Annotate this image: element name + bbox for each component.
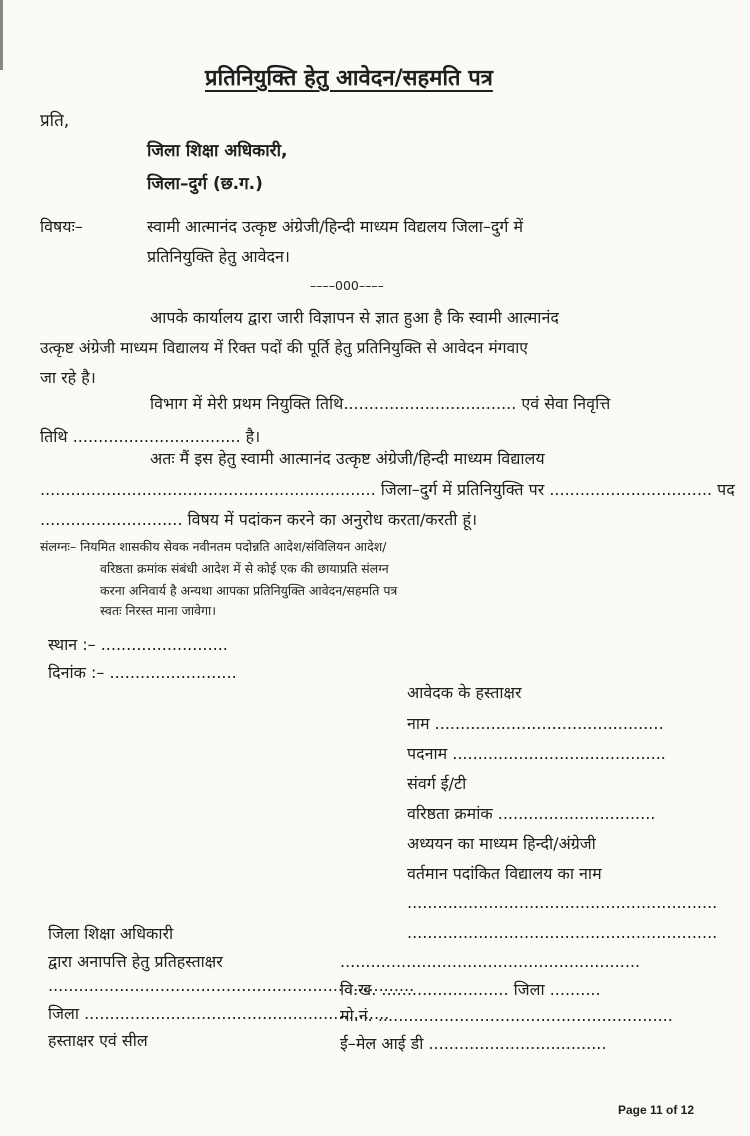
document-title: प्रतिनियुक्ति हेतु आवेदन/सहमति पत्र <box>205 66 493 91</box>
paragraph-3-line-1: अतः मैं इस हेतु स्वामी आत्मानंद उत्कृष्ट अंग्रेजी/हिन्दी माध्यम विद्यालय <box>150 449 545 468</box>
enclosure-line-2: वरिष्ठता क्रमांक संबंधी आदेश में से कोई एक की छायाप्रति संलग्न <box>100 561 389 576</box>
applicant-cadre: संवर्ग ई/टी <box>407 774 467 793</box>
applicant-school-line-3: ........................................................... <box>340 952 641 971</box>
separator: ––––000–––– <box>310 278 384 293</box>
scan-edge-mark <box>0 0 10 70</box>
paragraph-1-line-2: उत्कृष्ट अंग्रेजी माध्यम विद्यालय में रिक्त पदों की पूर्ति हेतु प्रतिनियुक्ति से आवेदन मंगवाए <box>40 339 528 357</box>
paragraph-1-line-1: आपके कार्यालय द्वारा जारी विज्ञापन से ज्ञात हुआ है कि स्वामी आत्मानंद <box>150 308 559 327</box>
subject-line-2: प्रतिनियुक्ति हेतु आवेदन। <box>147 247 290 266</box>
deo-dotted-line: ........................................................................ <box>48 976 415 995</box>
email-field: ई–मेल आई डी ................................... <box>340 1034 607 1053</box>
subject-line-1: स्वामी आत्मानंद उत्कृष्ट अंग्रेजी/हिन्दी माध्यम विद्यलय जिला–दुर्ग में <box>147 217 524 236</box>
addressee-line-1: जिला शिक्षा अधिकारी, <box>147 141 288 161</box>
deo-countersign: द्वारा अनापत्ति हेतु प्रतिहस्ताक्षर <box>48 952 223 971</box>
deo-title: जिला शिक्षा अधिकारी <box>48 924 174 943</box>
deo-signature-seal: हस्ताक्षर एवं सील <box>48 1031 148 1050</box>
subject-label: विषयः– <box>40 217 83 236</box>
paragraph-3-line-2: .................................................................. जिला–दुर्ग में प्रतिनियुक्ति पर ................................ पद <box>40 480 735 499</box>
applicant-school-line-2: ............................................................. <box>407 923 718 942</box>
enclosure-line-3: करना अनिवार्य है अन्यथा आपका प्रतिनियुक्ति आवेदन/सहमति पत्र <box>100 583 398 598</box>
applicant-signature-label: आवेदक के हस्ताक्षर <box>407 683 522 702</box>
to-prefix: प्रति, <box>40 111 70 131</box>
mobile-field: मो.नं. .......................................................... <box>340 1006 673 1025</box>
place-field: स्थान :– ......................... <box>48 635 228 654</box>
paragraph-3-line-3: ............................ विषय में पदांकन करने का अनुरोध करता/करती हूं। <box>40 510 478 529</box>
paragraph-2-line-1: विभाग में मेरी प्रथम नियुक्ति तिथि.................................. एवं सेवा निवृत्ति <box>150 394 611 413</box>
applicant-designation-field: पदनाम .......................................... <box>407 744 666 763</box>
deo-district-field: जिला ............................................................ <box>48 1004 390 1023</box>
applicant-school-line-1: ............................................................. <box>407 893 718 912</box>
paragraph-2-line-2: तिथि ................................. है। <box>40 427 261 446</box>
addressee-line-2: जिला–दुर्ग (छ.ग.) <box>147 174 263 194</box>
date-field: दिनांक :– ......................... <box>48 663 237 682</box>
applicant-medium: अध्ययन का माध्यम हिन्दी/अंग्रेजी <box>407 834 596 853</box>
enclosure-line-4: स्वतः निरस्त माना जावेगा। <box>100 603 217 618</box>
applicant-name-field: नाम ............................................. <box>407 714 664 733</box>
applicant-school-label: वर्तमान पदांकित विद्यालय का नाम <box>407 864 602 883</box>
page-number: Page 11 of 12 <box>617 1103 694 1117</box>
applicant-seniority-field: वरिष्ठता क्रमांक ............................... <box>407 804 656 823</box>
enclosure-line-1: संलग्नः– नियमित शासकीय सेवक नवीनतम पदोन्नति आदेश/संविलियन आदेश/ <box>40 539 387 554</box>
block-district-field: वि.ख. ......................... जिला .......... <box>340 980 601 999</box>
paragraph-1-line-3: जा रहे है। <box>40 368 96 387</box>
